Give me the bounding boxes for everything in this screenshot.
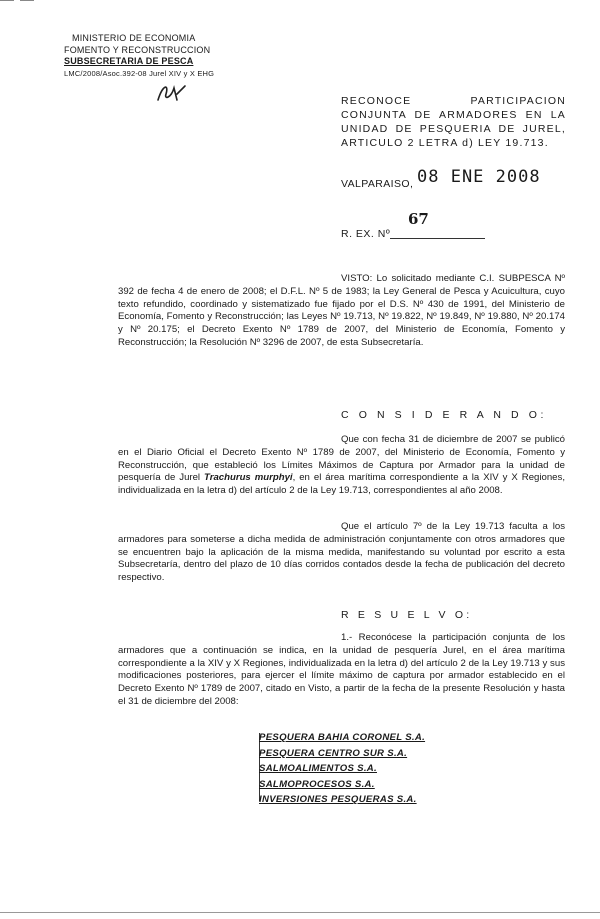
considerando-paragraph-2: Que el artículo 7º de la Ley 19.713 faculta a los armadores para someterse a dicha medida de administración conjuntamente con otros armadores que se encuentren bajo la aplicación de la misma medida, manifestando su voluntad por escrito a esta Subsecretaría, dentro del plazo de 10 días corridos contados desde la fecha de publicación del decreto respectivo. <box>118 521 565 584</box>
resuelvo-heading: R E S U E L V O: <box>341 609 473 621</box>
scan-bottom-edge <box>0 912 600 913</box>
species-name: Trachurus murphyi <box>204 472 293 484</box>
place-label: VALPARAISO, <box>341 178 414 190</box>
resolution-number-line <box>390 238 485 239</box>
considerando-heading: C O N S I D E R A N D O: <box>341 409 548 421</box>
company-item: PESQUERA CENTRO SUR S.A. <box>259 747 408 759</box>
scan-edge-mark <box>0 0 14 1</box>
company-item: PESQUERA BAHIA CORONEL S.A. <box>259 732 426 743</box>
company-list <box>259 730 459 808</box>
company-item: INVERSIONES PESQUERAS S.A. <box>259 794 417 805</box>
scan-edge-mark <box>20 0 34 1</box>
considerando-paragraph-1 <box>118 434 565 498</box>
considerando-1-text: Que con fecha 31 de diciembre de 2007 se publicó en el Diario Oficial el Decreto Exento Nº 1789 de 2007, del Ministerio de Economía, Fomento y Reconstrucción, que estableció los Límites Máximos de Captura por Armador para la unidad de pesquería de Jurel <box>118 434 565 484</box>
visto-paragraph: VISTO: Lo solicitado mediante C.I. SUBPESCA Nº 392 de fecha 4 de enero de 2008; el D.F.L. Nº 5 de 1983; la Ley General de Pesca y Acuicultura, cuyo texto refundido, coordinado y sistematizado fue fijado por el D.S. Nº 430 de 1991, del Ministerio de Economía, Fomento y Reconstrucción; las Leyes Nº 19.713, Nº 19.822, Nº 19.849, Nº 19.880, Nº 20.174 y Nº 20.175; el Decreto Exento Nº 1789 de 2007, del Ministerio de Economía, Fomento y Reconstrucción; la Resolución Nº 3296 de 2007, de esta Subsecretaría. <box>118 273 565 348</box>
ministry-name: MINISTERIO DE ECONOMIA <box>72 33 196 43</box>
resolution-subject: RECONOCE PARTICIPACION CONJUNTA DE ARMADORES EN LA UNIDAD DE PESQUERIA DE JUREL, ARTICULO 2 LETRA d) LEY 19.713. <box>341 95 566 149</box>
date-stamp: 08 ENE 2008 <box>417 167 541 187</box>
file-reference: LMC/2008/Asoc.392-08 Jurel XIV y X EHG <box>64 69 215 78</box>
resolution-label: R. EX. Nº <box>341 228 391 240</box>
resuelvo-paragraph-1: 1.- Reconócese la participación conjunta de los armadores que a continuación se indica, en la unidad de pesquería Jurel, en el área marítima correspondiente a la XIV y X Regiones, individualizada en la letra d) del artículo 2 de la Ley 19.713 y sus modificaciones posteriores, para ejercer el límite máximo de captura por armador establecido en el Decreto Exento Nº 1789 de 2007, citado en Visto, a partir de la fecha de la presente Resolución y hasta el 31 de diciembre del 2008: <box>118 632 565 707</box>
considerando-1-text-end: , en el área marítima correspondiente a la XIV y X Regiones, individualizada en la letra d) del artículo 2 de la Ley 19.713, correspondientes al año 2008. <box>118 472 565 497</box>
ministry-subtitle: FOMENTO Y RECONSTRUCCION <box>64 45 211 55</box>
resolution-number: 67 <box>408 210 429 228</box>
handwritten-initials-icon <box>155 80 189 106</box>
subsecretaria-name: SUBSECRETARIA DE PESCA <box>64 56 194 66</box>
company-item: SALMOALIMENTOS S.A. <box>259 763 377 774</box>
company-item: SALMOPROCESOS S.A. <box>259 778 375 790</box>
